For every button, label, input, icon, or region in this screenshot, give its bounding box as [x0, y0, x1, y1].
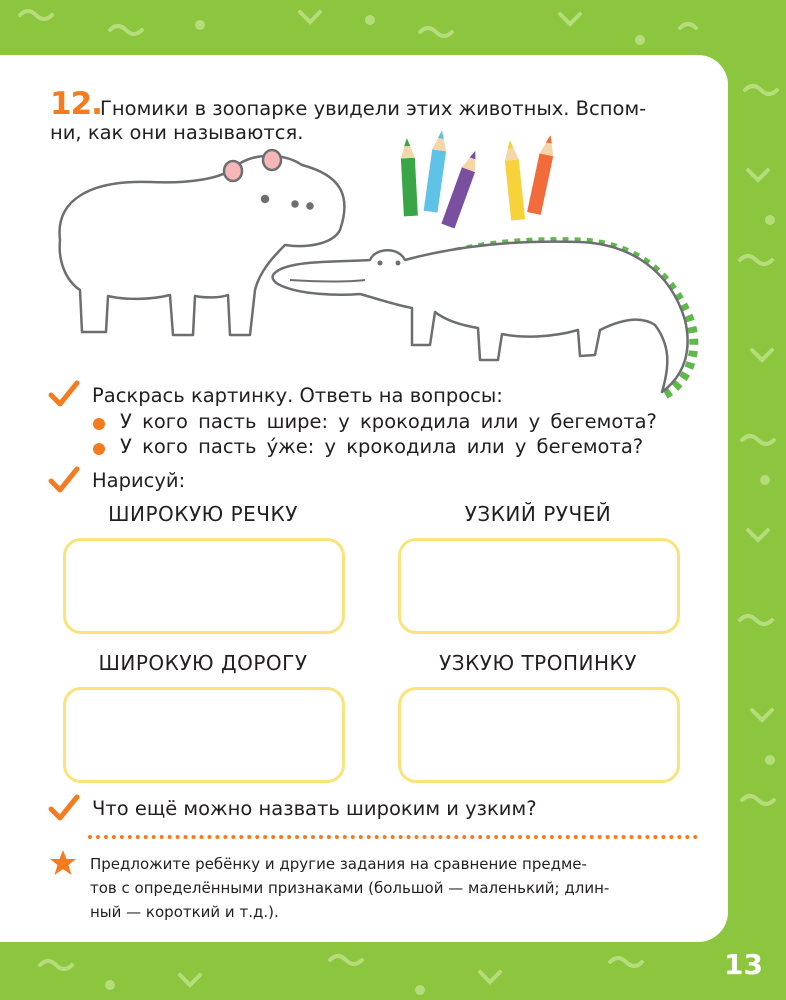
dotted-divider — [88, 835, 698, 839]
colored-pencils — [400, 130, 558, 229]
instruction-discuss: Что ещё можно назвать широким и узким? — [92, 797, 537, 820]
page-number: 13 — [724, 948, 763, 981]
task-number: 12. — [50, 86, 102, 122]
instruction-color: Раскрась картинку. Ответь на вопросы: — [92, 384, 503, 407]
draw-label-wide-road: ШИРОКУЮ ДОРОГУ — [98, 651, 308, 675]
crocodile-drawing — [273, 242, 694, 395]
parent-note-line1: Предложите ребёнку и другие задания на сравнение предме- — [90, 855, 587, 873]
drawing-box-wide-river[interactable] — [63, 538, 345, 634]
checkmark-icon — [48, 794, 80, 822]
star-icon — [48, 848, 78, 878]
bullet-dot — [93, 443, 105, 455]
task-title: Гномики в зоопарке увидели этих животных. Вспом- — [100, 97, 647, 120]
checkmark-icon — [48, 466, 80, 494]
parent-note — [90, 852, 696, 924]
hippo-drawing — [60, 150, 345, 335]
drawing-box-wide-road[interactable] — [63, 687, 345, 783]
checkmark-icon — [48, 380, 80, 408]
bullet-dot — [93, 418, 105, 430]
question-narrower: У кого пасть у́же: у крокодила или у бегемота? — [120, 435, 644, 458]
parent-note-line3: ный — короткий и т.д.). — [90, 903, 279, 921]
drawing-box-narrow-path[interactable] — [398, 687, 680, 783]
parent-note-line2: тов с определёнными признаками (большой — маленький; длин- — [90, 879, 610, 897]
drawing-box-narrow-stream[interactable] — [398, 538, 680, 634]
draw-label-narrow-stream: УЗКИЙ РУЧЕЙ — [464, 502, 612, 526]
instruction-draw: Нарисуй: — [92, 469, 186, 492]
draw-label-wide-river: ШИРОКУЮ РЕЧКУ — [108, 502, 298, 526]
animals-illustration — [40, 120, 720, 400]
draw-label-narrow-path: УЗКУЮ ТРОПИНКУ — [439, 651, 637, 675]
question-wider: У кого пасть шире: у крокодила или у бегемота? — [120, 410, 657, 433]
task-title-line2: ни, как они называются. — [50, 121, 304, 144]
